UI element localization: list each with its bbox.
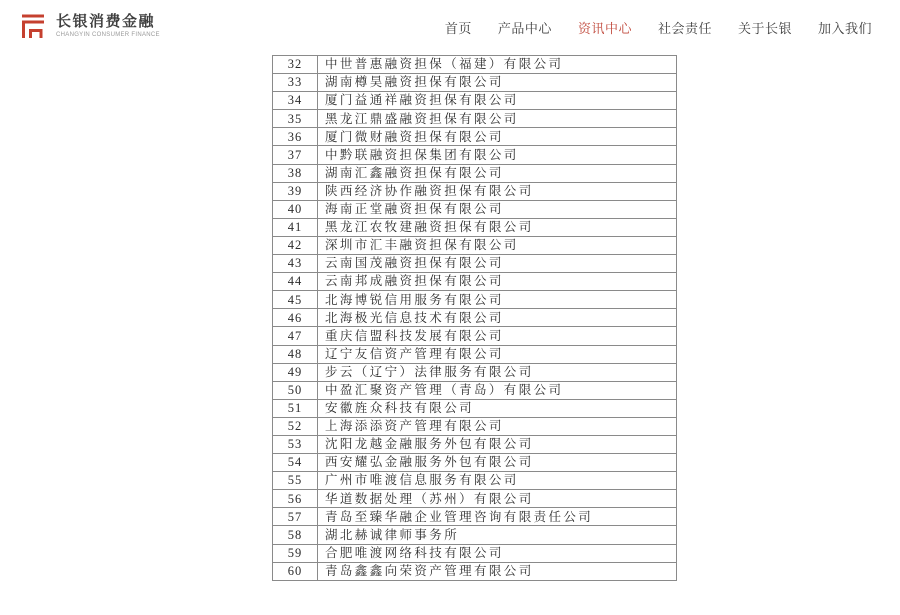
company-name: 陕西经济协作融资担保有限公司	[318, 182, 677, 200]
table-row	[273, 526, 677, 544]
company-name: 安徽旌众科技有限公司	[318, 399, 677, 417]
table-row	[273, 454, 677, 472]
table-row	[273, 218, 677, 236]
table-row	[273, 472, 677, 490]
row-number: 43	[273, 255, 318, 273]
company-name: 云南国茂融资担保有限公司	[318, 255, 677, 273]
row-number: 47	[273, 327, 318, 345]
row-number: 57	[273, 508, 318, 526]
nav-item-news-center[interactable]: 资讯中心	[577, 21, 632, 36]
table-row	[273, 255, 677, 273]
row-number: 41	[273, 218, 318, 236]
row-number: 59	[273, 544, 318, 562]
nav-item-join-us[interactable]: 加入我们	[817, 21, 872, 36]
logo-title: 长银消费金融	[56, 13, 156, 30]
nav-item-home[interactable]: 首页	[444, 21, 472, 36]
company-name: 黑龙江鼎盛融资担保有限公司	[318, 110, 677, 128]
row-number: 39	[273, 182, 318, 200]
row-number: 37	[273, 146, 318, 164]
row-number: 44	[273, 273, 318, 291]
site-header	[0, 0, 900, 55]
company-name: 青岛至臻华融企业管理咨询有限责任公司	[318, 508, 677, 526]
company-name: 深圳市汇丰融资担保有限公司	[318, 236, 677, 254]
table-row	[273, 92, 677, 110]
row-number: 53	[273, 435, 318, 453]
table-row	[273, 508, 677, 526]
company-table	[272, 55, 677, 581]
table-row	[273, 490, 677, 508]
row-number: 38	[273, 164, 318, 182]
company-name: 中黔联融资担保集团有限公司	[318, 146, 677, 164]
company-name: 上海添添资产管理有限公司	[318, 417, 677, 435]
row-number: 32	[273, 56, 318, 74]
row-number: 33	[273, 74, 318, 92]
table-row	[273, 417, 677, 435]
row-number: 40	[273, 200, 318, 218]
company-name: 黑龙江农牧建融资担保有限公司	[318, 218, 677, 236]
row-number: 55	[273, 472, 318, 490]
nav-item-products[interactable]: 产品中心	[497, 21, 552, 36]
table-row	[273, 345, 677, 363]
company-name: 中世普惠融资担保（福建）有限公司	[318, 56, 677, 74]
table-row	[273, 435, 677, 453]
company-name: 广州市唯渡信息服务有限公司	[318, 472, 677, 490]
table-row	[273, 381, 677, 399]
row-number: 56	[273, 490, 318, 508]
row-number: 49	[273, 363, 318, 381]
row-number: 45	[273, 291, 318, 309]
company-name: 湖北赫诚律师事务所	[318, 526, 677, 544]
row-number: 54	[273, 454, 318, 472]
logo-text	[56, 13, 160, 39]
table-row	[273, 128, 677, 146]
table-row	[273, 110, 677, 128]
company-name: 湖南汇鑫融资担保有限公司	[318, 164, 677, 182]
main-nav	[445, 0, 872, 55]
row-number: 42	[273, 236, 318, 254]
row-number: 36	[273, 128, 318, 146]
site-logo[interactable]	[18, 11, 160, 41]
company-name: 重庆信盟科技发展有限公司	[318, 327, 677, 345]
company-name: 辽宁友信资产管理有限公司	[318, 345, 677, 363]
company-name: 中盈汇聚资产管理（青岛）有限公司	[318, 381, 677, 399]
nav-item-about-changyin[interactable]: 关于长银	[737, 21, 792, 36]
table-row	[273, 291, 677, 309]
company-name: 厦门益通祥融资担保有限公司	[318, 92, 677, 110]
table-row	[273, 562, 677, 580]
company-name: 合肥唯渡网络科技有限公司	[318, 544, 677, 562]
row-number: 60	[273, 562, 318, 580]
company-name: 云南邦成融资担保有限公司	[318, 273, 677, 291]
table-row	[273, 399, 677, 417]
table-row	[273, 236, 677, 254]
table-row	[273, 273, 677, 291]
table-row	[273, 182, 677, 200]
nav-item-social-responsibility[interactable]: 社会责任	[657, 21, 712, 36]
table-row	[273, 164, 677, 182]
table-row	[273, 327, 677, 345]
company-name: 步云（辽宁）法律服务有限公司	[318, 363, 677, 381]
row-number: 35	[273, 110, 318, 128]
row-number: 51	[273, 399, 318, 417]
row-number: 34	[273, 92, 318, 110]
table-row	[273, 200, 677, 218]
row-number: 48	[273, 345, 318, 363]
row-number: 46	[273, 309, 318, 327]
row-number: 50	[273, 381, 318, 399]
table-row	[273, 56, 677, 74]
table-row	[273, 544, 677, 562]
company-name: 西安耀弘金融服务外包有限公司	[318, 454, 677, 472]
table-row	[273, 74, 677, 92]
company-name: 厦门微财融资担保有限公司	[318, 128, 677, 146]
table-row	[273, 309, 677, 327]
company-name: 华道数据处理（苏州）有限公司	[318, 490, 677, 508]
company-name: 青岛鑫鑫向荣资产管理有限公司	[318, 562, 677, 580]
company-name: 湖南樽昊融资担保有限公司	[318, 74, 677, 92]
company-name: 北海博锐信用服务有限公司	[318, 291, 677, 309]
row-number: 52	[273, 417, 318, 435]
company-name: 沈阳龙越金融服务外包有限公司	[318, 435, 677, 453]
table-row	[273, 146, 677, 164]
changyin-logo-icon	[18, 11, 48, 41]
logo-subtitle: CHANGYIN CONSUMER FINANCE	[56, 32, 160, 38]
company-name: 北海极光信息技术有限公司	[318, 309, 677, 327]
table-row	[273, 363, 677, 381]
row-number: 58	[273, 526, 318, 544]
company-name: 海南正堂融资担保有限公司	[318, 200, 677, 218]
